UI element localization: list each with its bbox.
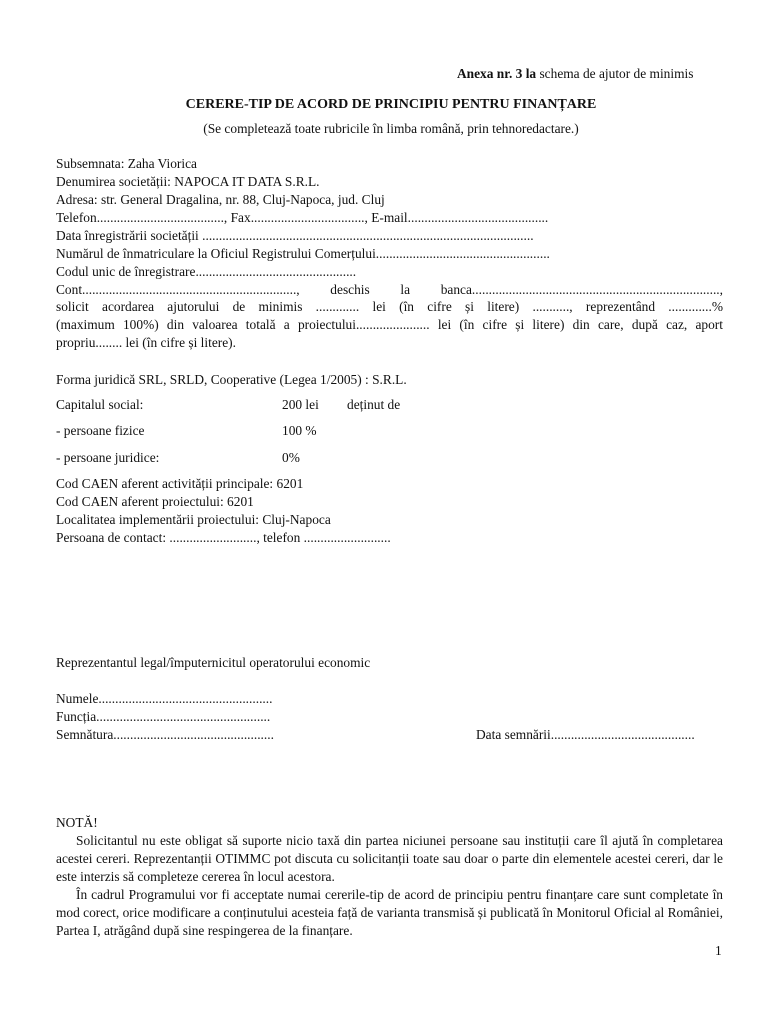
unique-registration-code: Codul unic de înregistrare................................................ [56, 264, 357, 279]
legal-representative-heading: Reprezentantul legal/împuternicitul operatorului economic [56, 655, 371, 670]
annex-scheme: schema de ajutor de minimis [536, 66, 694, 81]
registration-date: Data înregistrării societății ................................................................................................... [56, 228, 534, 243]
signature-field: Semnătura................................................ [56, 727, 274, 742]
trade-register-number: Numărul de înmatriculare la Oficiul Registrului Comerțului.................................................... [56, 246, 550, 261]
project-value-line: (maximum 100%) din valoarea totală a proiectului...................... lei (în cifre și litere) din care, după caz, aport [56, 317, 723, 332]
annex-number: Anexa nr. 3 la [457, 66, 537, 81]
caen-main-activity: Cod CAEN aferent activității principale: 6201 [56, 476, 304, 491]
page-number: 1 [715, 943, 722, 958]
contact-phone-fax-email: Telefon......................................, Fax.................................., E-mail.......................................... [56, 210, 549, 225]
document-title: CERERE-TIP DE ACORD DE PRINCIPIU PENTRU FINANȚARE [185, 97, 597, 112]
signatory-name: Numele.................................................... [56, 691, 273, 706]
note-heading: NOTĂ! [56, 815, 98, 830]
share-capital-value: 200 lei [282, 397, 319, 412]
signatory-function: Funcția.................................................... [56, 709, 271, 724]
applicant-name: Subsemnata: Zaha Viorica [56, 156, 197, 171]
signing-date-field: Data semnării........................................... [476, 727, 695, 742]
aid-request-line: solicit acordarea ajutorului de minimis ............. lei (în cifre și litere) ..........., reprezentând .............% [56, 299, 723, 314]
annex-reference [457, 66, 693, 82]
document-subtitle: (Se completează toate rubricile în limba română, prin tehnoredactare.) [203, 121, 579, 136]
contact-person: Persoana de contact: .........................., telefon .......................... [56, 530, 391, 545]
legal-persons-label: - persoane juridice: [56, 450, 160, 465]
natural-persons-value: 100 % [282, 423, 317, 438]
natural-persons-label: - persoane fizice [56, 423, 145, 438]
caen-project: Cod CAEN aferent proiectului: 6201 [56, 494, 254, 509]
company-address: Adresa: str. General Dragalina, nr. 88, Cluj-Napoca, jud. Cluj [56, 192, 385, 207]
company-name: Denumirea societății: NAPOCA IT DATA S.R.L. [56, 174, 320, 189]
held-by-label: deținut de [347, 397, 401, 412]
legal-form: Forma juridică SRL, SRLD, Cooperative (Legea 1/2005) : S.R.L. [56, 372, 407, 387]
share-capital-label: Capitalul social: [56, 397, 144, 412]
note-paragraph-2: În cadrul Programului vor fi acceptate numai cererile-tip de acord de principiu pentru finanțare care sunt completate în mod corect, orice modificare a conținutului acesteia față de varianta transmisă și publicată în Monitorul Oficial al României, Partea I, atrăgând după sine respingerea de la finanțare. [56, 887, 723, 938]
implementation-locality: Localitatea implementării proiectului: Cluj-Napoca [56, 512, 331, 527]
bank-account: Cont................................................................, deschis la banca.........................................................................., [56, 282, 723, 297]
note-paragraph-1: Solicitantul nu este obligat să suporte nicio taxă din partea niciunei persoane sau instituții care îl ajută în completarea acestei cereri. Reprezentanții OTIMMC pot discuta cu solicitanții toate sau doar o parte din elementele acestei cereri, dar le este interzis să completeze cererea în locul acestora. [56, 833, 723, 884]
own-contribution-line: propriu........ lei (în cifre și litere). [56, 335, 236, 350]
legal-persons-value: 0% [282, 450, 300, 465]
